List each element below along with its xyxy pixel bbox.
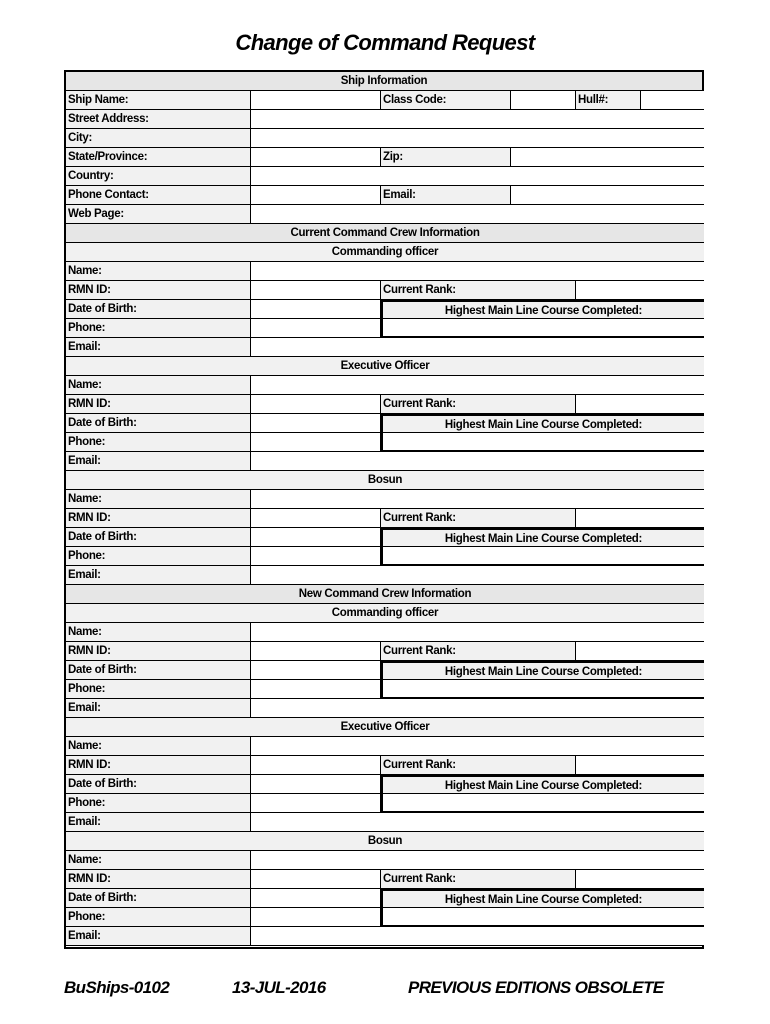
new-co-course-label: Highest Main Line Course Completed: <box>381 661 704 680</box>
new-bosun-rmn-id-label: RMN ID: <box>66 870 251 889</box>
current-co-email-field[interactable] <box>251 338 704 357</box>
current-co-name-label: Name: <box>66 262 251 281</box>
current-bosun-current-rank-label: Current Rank: <box>381 509 576 528</box>
current-bosun-phone-row <box>66 547 702 566</box>
zip-field[interactable] <box>511 148 704 167</box>
current-xo-rmn-id-field[interactable] <box>251 395 381 414</box>
phone-contact-label: Phone Contact: <box>66 186 251 205</box>
current-bosun-rmn-id-label: RMN ID: <box>66 509 251 528</box>
new-xo-email-label: Email: <box>66 813 251 832</box>
new-bosun-name-row <box>66 851 702 870</box>
current-xo-course-field[interactable] <box>381 433 704 452</box>
new-xo-dob-label: Date of Birth: <box>66 775 251 794</box>
new-xo-role-title: Executive Officer <box>66 718 704 737</box>
zip-label: Zip: <box>381 148 511 167</box>
current-co-phone-field[interactable] <box>251 319 381 338</box>
phone-contact-row <box>66 186 702 205</box>
country-label: Country: <box>66 167 251 186</box>
new-xo-name-field[interactable] <box>251 737 704 756</box>
current-bosun-phone-field[interactable] <box>251 547 381 566</box>
new-xo-phone-field[interactable] <box>251 794 381 813</box>
new-co-email-field[interactable] <box>251 699 704 718</box>
city-field[interactable] <box>251 129 704 148</box>
current-xo-current-rank-field[interactable] <box>576 395 704 414</box>
current-xo-current-rank-label: Current Rank: <box>381 395 576 414</box>
current-co-email-row <box>66 338 702 357</box>
new-bosun-current-rank-label: Current Rank: <box>381 870 576 889</box>
current-xo-email-label: Email: <box>66 452 251 471</box>
new-xo-rmn-id-field[interactable] <box>251 756 381 775</box>
new-xo-phone-row <box>66 794 702 813</box>
new-co-phone-field[interactable] <box>251 680 381 699</box>
current-xo-rmn-id-label: RMN ID: <box>66 395 251 414</box>
current-co-dob-label: Date of Birth: <box>66 300 251 319</box>
current-bosun-name-row <box>66 490 702 509</box>
current-xo-email-field[interactable] <box>251 452 704 471</box>
street-address-field[interactable] <box>251 110 704 129</box>
change-of-command-form <box>64 70 704 949</box>
current-section-title: Current Command Crew Information <box>66 224 704 243</box>
current-xo-role-header <box>66 357 702 376</box>
current-xo-course-label: Highest Main Line Course Completed: <box>381 414 704 433</box>
new-co-course-field[interactable] <box>381 680 704 699</box>
current-xo-dob-field[interactable] <box>251 414 381 433</box>
web-page-label: Web Page: <box>66 205 251 224</box>
current-co-course-label: Highest Main Line Course Completed: <box>381 300 704 319</box>
new-co-phone-row <box>66 680 702 699</box>
new-co-rmn-row <box>66 642 702 661</box>
new-co-current-rank-label: Current Rank: <box>381 642 576 661</box>
new-co-dob-row <box>66 661 702 680</box>
state-row <box>66 148 702 167</box>
new-xo-course-field[interactable] <box>381 794 704 813</box>
current-co-role-title: Commanding officer <box>66 243 704 262</box>
new-bosun-rmn-row <box>66 870 702 889</box>
current-bosun-phone-label: Phone: <box>66 547 251 566</box>
current-co-rmn-row <box>66 281 702 300</box>
new-bosun-dob-field[interactable] <box>251 889 381 908</box>
current-bosun-email-field[interactable] <box>251 566 704 585</box>
new-co-role-title: Commanding officer <box>66 604 704 623</box>
new-xo-dob-row <box>66 775 702 794</box>
current-co-dob-field[interactable] <box>251 300 381 319</box>
hull-label: Hull#: <box>576 91 641 110</box>
new-co-name-field[interactable] <box>251 623 704 642</box>
current-co-phone-row <box>66 319 702 338</box>
state-label: State/Province: <box>66 148 251 167</box>
page-title: Change of Command Request <box>235 30 535 55</box>
new-bosun-course-field[interactable] <box>381 908 704 927</box>
ship-name-label: Ship Name: <box>66 91 251 110</box>
current-bosun-email-label: Email: <box>66 566 251 585</box>
new-bosun-phone-label: Phone: <box>66 908 251 927</box>
new-co-dob-field[interactable] <box>251 661 381 680</box>
current-xo-role-title: Executive Officer <box>66 357 704 376</box>
new-bosun-phone-field[interactable] <box>251 908 381 927</box>
current-xo-phone-label: Phone: <box>66 433 251 452</box>
new-bosun-name-field[interactable] <box>251 851 704 870</box>
current-co-current-rank-field[interactable] <box>576 281 704 300</box>
new-xo-email-row <box>66 813 702 832</box>
street-address-row <box>66 110 702 129</box>
current-co-email-label: Email: <box>66 338 251 357</box>
current-xo-name-row <box>66 376 702 395</box>
new-co-phone-label: Phone: <box>66 680 251 699</box>
web-page-field[interactable] <box>251 205 704 224</box>
new-xo-rmn-id-label: RMN ID: <box>66 756 251 775</box>
new-bosun-dob-row <box>66 889 702 908</box>
city-label: City: <box>66 129 251 148</box>
ship-name-field[interactable] <box>251 91 381 110</box>
current-xo-email-row <box>66 452 702 471</box>
current-bosun-name-field[interactable] <box>251 490 704 509</box>
new-co-name-row <box>66 623 702 642</box>
current-xo-name-label: Name: <box>66 376 251 395</box>
new-co-role-header <box>66 604 702 623</box>
new-xo-course-label: Highest Main Line Course Completed: <box>381 775 704 794</box>
current-bosun-dob-row <box>66 528 702 547</box>
current-xo-dob-row <box>66 414 702 433</box>
class-code-field[interactable] <box>511 91 576 110</box>
current-bosun-course-field[interactable] <box>381 547 704 566</box>
new-xo-rmn-row <box>66 756 702 775</box>
phone-contact-field[interactable] <box>251 186 381 205</box>
street-address-label: Street Address: <box>66 110 251 129</box>
city-row <box>66 129 702 148</box>
new-bosun-email-field[interactable] <box>251 927 704 946</box>
new-section-header <box>66 585 702 604</box>
new-xo-role-header <box>66 718 702 737</box>
current-xo-name-field[interactable] <box>251 376 704 395</box>
new-xo-current-rank-field[interactable] <box>576 756 704 775</box>
current-co-current-rank-label: Current Rank: <box>381 281 576 300</box>
ship-email-label: Email: <box>381 186 511 205</box>
ship-email-field[interactable] <box>511 186 704 205</box>
new-bosun-role-header <box>66 832 702 851</box>
current-bosun-role-header <box>66 471 702 490</box>
current-co-rmn-id-field[interactable] <box>251 281 381 300</box>
new-bosun-phone-row <box>66 908 702 927</box>
ship-name-row <box>66 91 702 110</box>
new-co-email-label: Email: <box>66 699 251 718</box>
current-co-dob-row <box>66 300 702 319</box>
new-bosun-email-row <box>66 927 702 946</box>
current-xo-phone-row <box>66 433 702 452</box>
current-bosun-dob-field[interactable] <box>251 528 381 547</box>
current-co-name-field[interactable] <box>251 262 704 281</box>
current-xo-phone-field[interactable] <box>251 433 381 452</box>
ship-info-header: Ship Information <box>66 72 702 91</box>
new-xo-phone-label: Phone: <box>66 794 251 813</box>
new-xo-name-row <box>66 737 702 756</box>
new-xo-dob-field[interactable] <box>251 775 381 794</box>
new-co-rmn-id-field[interactable] <box>251 642 381 661</box>
new-bosun-role-title: Bosun <box>66 832 704 851</box>
current-bosun-dob-label: Date of Birth: <box>66 528 251 547</box>
new-bosun-name-label: Name: <box>66 851 251 870</box>
country-row <box>66 167 702 186</box>
section-header-ship <box>66 72 702 91</box>
new-co-rmn-id-label: RMN ID: <box>66 642 251 661</box>
current-co-rmn-id-label: RMN ID: <box>66 281 251 300</box>
current-bosun-current-rank-field[interactable] <box>576 509 704 528</box>
current-bosun-course-label: Highest Main Line Course Completed: <box>381 528 704 547</box>
new-bosun-current-rank-field[interactable] <box>576 870 704 889</box>
current-co-name-row <box>66 262 702 281</box>
new-xo-email-field[interactable] <box>251 813 704 832</box>
new-co-dob-label: Date of Birth: <box>66 661 251 680</box>
current-bosun-name-label: Name: <box>66 490 251 509</box>
current-bosun-role-title: Bosun <box>66 471 704 490</box>
class-code-label: Class Code: <box>381 91 511 110</box>
new-bosun-dob-label: Date of Birth: <box>66 889 251 908</box>
new-xo-name-label: Name: <box>66 737 251 756</box>
web-page-row <box>66 205 702 224</box>
current-xo-rmn-row <box>66 395 702 414</box>
state-field[interactable] <box>251 148 381 167</box>
current-co-role-header <box>66 243 702 262</box>
current-xo-dob-label: Date of Birth: <box>66 414 251 433</box>
current-co-course-field[interactable] <box>381 319 704 338</box>
new-xo-current-rank-label: Current Rank: <box>381 756 576 775</box>
new-co-email-row <box>66 699 702 718</box>
new-section-title: New Command Crew Information <box>66 585 704 604</box>
current-co-phone-label: Phone: <box>66 319 251 338</box>
new-bosun-rmn-id-field[interactable] <box>251 870 381 889</box>
new-bosun-email-label: Email: <box>66 927 251 946</box>
current-bosun-rmn-row <box>66 509 702 528</box>
current-section-header <box>66 224 702 243</box>
country-field[interactable] <box>251 167 704 186</box>
new-co-name-label: Name: <box>66 623 251 642</box>
current-bosun-rmn-id-field[interactable] <box>251 509 381 528</box>
obsolete-notice: PREVIOUS EDITIONS OBSOLETE <box>408 978 664 997</box>
current-bosun-email-row <box>66 566 702 585</box>
new-co-current-rank-field[interactable] <box>576 642 704 661</box>
new-bosun-course-label: Highest Main Line Course Completed: <box>381 889 704 908</box>
form-date: 13-JUL-2016 <box>232 978 326 997</box>
hull-field[interactable] <box>641 91 704 110</box>
form-id: BuShips-0102 <box>64 978 170 997</box>
